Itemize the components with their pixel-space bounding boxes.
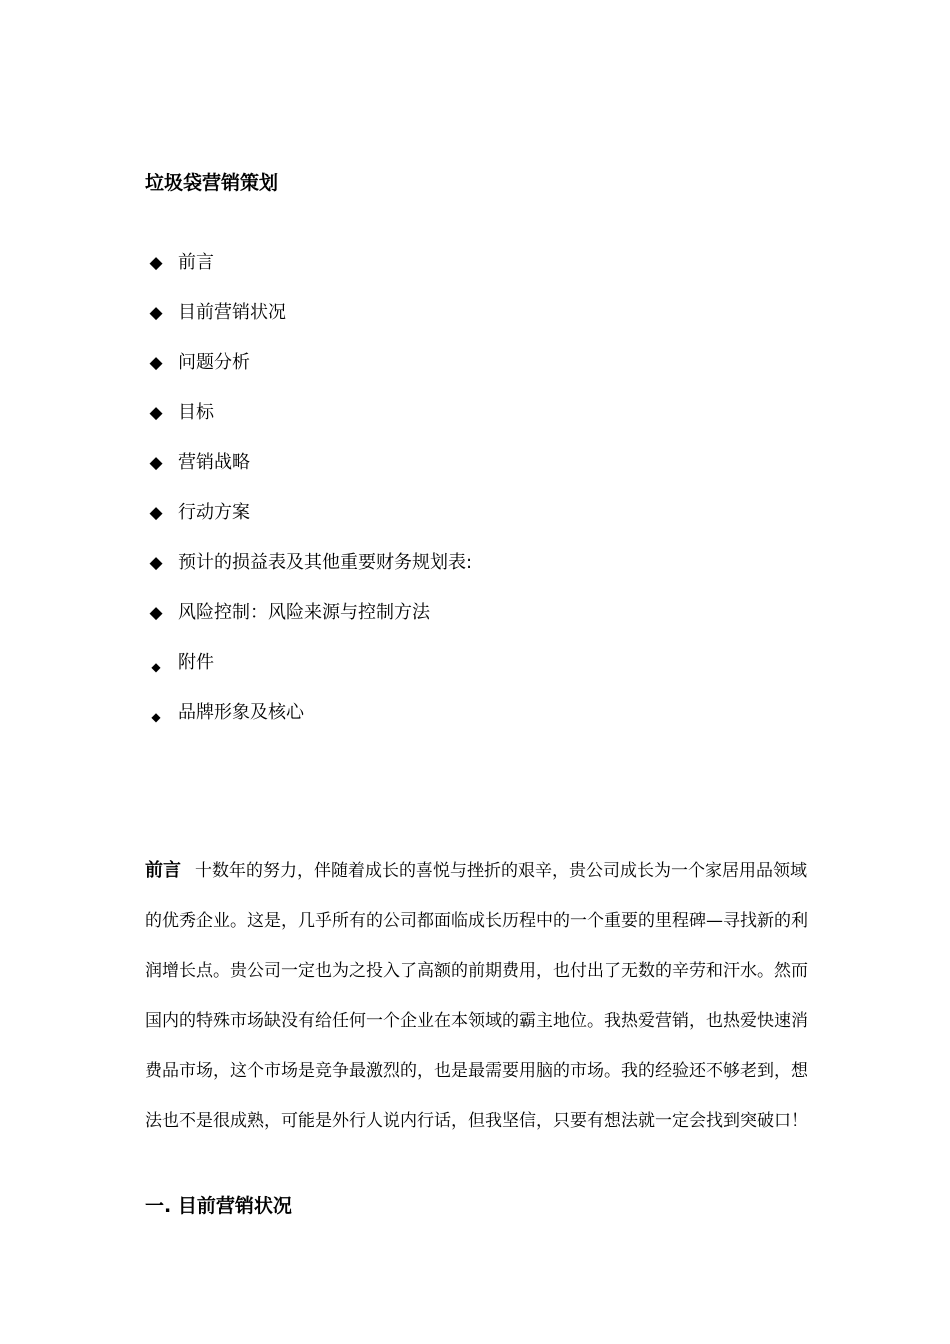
toc-label: 风险控制：风险来源与控制方法	[178, 602, 430, 623]
toc-label: 目标	[178, 402, 214, 423]
section-heading-marketing-status: 一. 目前营销状况	[145, 1195, 292, 1217]
toc-label: 行动方案	[178, 502, 250, 523]
diamond-bullet-icon: ◆	[149, 353, 163, 373]
diamond-bullet-icon: ◆	[149, 253, 163, 273]
diamond-bullet-icon: ◆	[149, 603, 163, 623]
diamond-bullet-icon: ◆	[151, 710, 161, 724]
diamond-bullet-icon: ◆	[151, 660, 161, 674]
toc-label: 目前营销状况	[178, 302, 286, 323]
toc-label: 品牌形象及核心	[178, 702, 304, 723]
toc-label: 前言	[178, 252, 214, 273]
diamond-bullet-icon: ◆	[149, 303, 163, 323]
preface-body: 十数年的努力，伴随着成长的喜悦与挫折的艰辛，贵公司成长为一个家居用品领域的优秀企业。这是，几乎所有的公司都面临成长历程中的一个重要的里程碑—寻找新的利润增长点。贵公司一定也为之投入了高额的前期费用，也付出了无数的辛劳和汗水。然而国内的特殊市场缺没有给任何一个企业在本领域的霸主地位。我热爱营销，也热爱快速消费品市场，这个市场是竞争最激烈的，也是最需要用脑的市场。我的经验还不够老到，想法也不是很成熟，可能是外行人说内行话，但我坚信，只要有想法就一定会找到突破口！	[145, 861, 808, 1131]
toc-label: 营销战略	[178, 452, 250, 473]
toc-label: 问题分析	[178, 352, 250, 373]
toc-label: 附件	[178, 652, 214, 673]
preface-lead: 前言	[145, 860, 181, 881]
preface-paragraph	[145, 846, 810, 1146]
diamond-bullet-icon: ◆	[149, 503, 163, 523]
document-title: 垃圾袋营销策划	[145, 172, 279, 194]
toc-label: 预计的损益表及其他重要财务规划表:	[178, 552, 473, 573]
diamond-bullet-icon: ◆	[149, 403, 163, 423]
diamond-bullet-icon: ◆	[149, 553, 163, 573]
diamond-bullet-icon: ◆	[149, 453, 163, 473]
